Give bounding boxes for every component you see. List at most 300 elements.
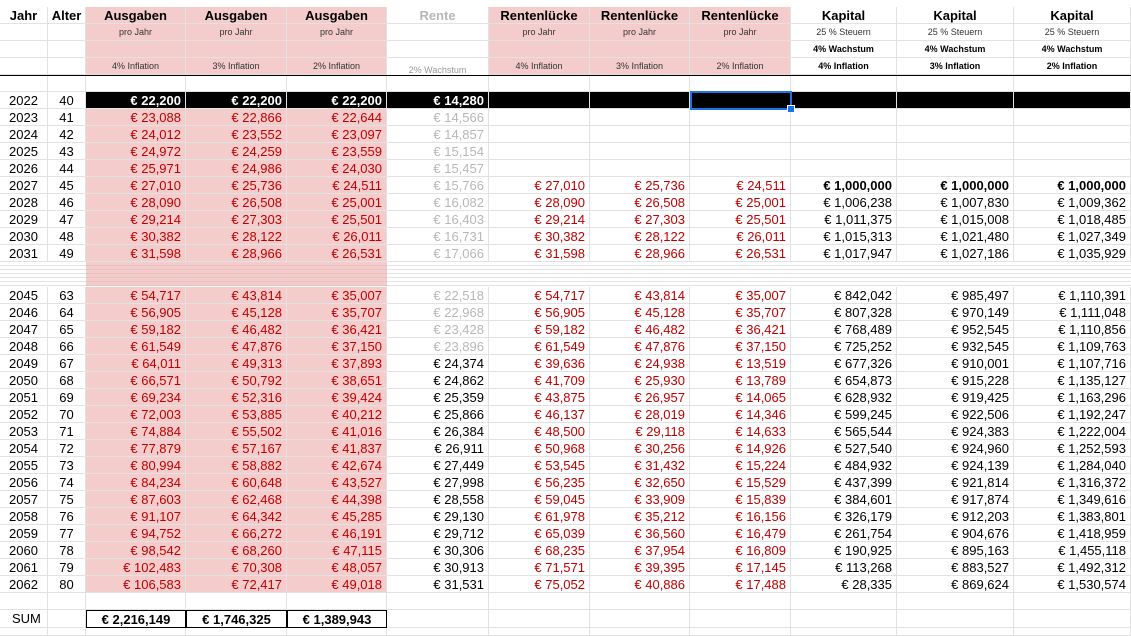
cell-k3[interactable]: € 904,676 (897, 525, 1014, 542)
cell-rente[interactable]: € 30,913 (387, 559, 489, 576)
cell-alter[interactable]: 67 (48, 355, 86, 372)
cell-k4[interactable] (791, 160, 897, 177)
cell-a2[interactable]: € 36,421 (287, 321, 387, 338)
cell-l4[interactable]: € 27,010 (489, 177, 590, 194)
header-empty[interactable] (48, 58, 86, 75)
cell-rente[interactable]: € 24,862 (387, 372, 489, 389)
cell-k4[interactable]: € 1,011,375 (791, 211, 897, 228)
cell-a4[interactable]: € 66,571 (86, 372, 186, 389)
header-ausgaben-empty[interactable] (86, 41, 186, 58)
cell-l2[interactable] (690, 109, 791, 126)
cell-l3[interactable]: € 33,909 (590, 491, 690, 508)
cell-a2[interactable]: € 24,511 (287, 177, 387, 194)
header-rente-empty[interactable] (387, 41, 489, 58)
cell-l4[interactable]: € 48,500 (489, 423, 590, 440)
header-ausgaben-title[interactable]: Ausgaben (287, 7, 387, 24)
cell-k2[interactable]: € 1,110,391 (1014, 287, 1131, 304)
cell-rente[interactable]: € 22,968 (387, 304, 489, 321)
cell-l3[interactable]: € 39,395 (590, 559, 690, 576)
blank-cell[interactable] (86, 593, 186, 610)
header-kapital-growth[interactable]: 4% Wachstum (1014, 41, 1131, 58)
cell-a2[interactable]: € 26,531 (287, 245, 387, 262)
cell-k4[interactable]: € 565,544 (791, 423, 897, 440)
cell-alter[interactable]: 63 (48, 287, 86, 304)
cell-l3[interactable]: € 36,560 (590, 525, 690, 542)
cell-k3[interactable]: € 970,149 (897, 304, 1014, 321)
cell-k3[interactable] (897, 109, 1014, 126)
blank-cell[interactable] (1014, 593, 1131, 610)
cell-alter[interactable]: 41 (48, 109, 86, 126)
cell-alter[interactable]: 79 (48, 559, 86, 576)
cell-k2[interactable]: € 1,035,929 (1014, 245, 1131, 262)
cell-k3[interactable]: € 917,874 (897, 491, 1014, 508)
cell-l2[interactable]: € 13,519 (690, 355, 791, 372)
cell-l4[interactable] (489, 126, 590, 143)
cell-a3[interactable]: € 52,316 (186, 389, 287, 406)
cell-l4[interactable]: € 71,571 (489, 559, 590, 576)
cell-l4[interactable]: € 59,045 (489, 491, 590, 508)
cell-l2[interactable]: € 16,156 (690, 508, 791, 525)
header-rentenluecke-note[interactable]: 4% Inflation (489, 58, 590, 75)
cell-l4[interactable] (489, 109, 590, 126)
cell-alter[interactable]: 75 (48, 491, 86, 508)
header-rentenluecke-note[interactable]: 2% Inflation (690, 58, 791, 75)
cell-jahr[interactable]: 2031 (0, 245, 48, 262)
cell-jahr[interactable]: 2060 (0, 542, 48, 559)
cell-alter[interactable]: 73 (48, 457, 86, 474)
cell-l2[interactable]: € 13,789 (690, 372, 791, 389)
cell-a4[interactable]: € 29,214 (86, 211, 186, 228)
header-rentenluecke-title[interactable]: Rentenlücke (690, 7, 791, 24)
cell-a3[interactable]: € 28,966 (186, 245, 287, 262)
cell-a3[interactable]: € 22,866 (186, 109, 287, 126)
cell-a2[interactable]: € 35,707 (287, 304, 387, 321)
cell-k2[interactable]: € 1,530,574 (1014, 576, 1131, 593)
header-ausgaben-note[interactable]: 2% Inflation (287, 58, 387, 75)
blank-cell[interactable] (791, 628, 897, 636)
blank-cell[interactable] (287, 628, 387, 636)
cell-l3[interactable]: € 28,122 (590, 228, 690, 245)
cell-rente[interactable]: € 24,374 (387, 355, 489, 372)
cell-l2[interactable]: € 35,707 (690, 304, 791, 321)
cell-k2[interactable]: € 1,418,959 (1014, 525, 1131, 542)
cell-a4[interactable]: € 30,382 (86, 228, 186, 245)
cell-a3[interactable]: € 68,260 (186, 542, 287, 559)
cell-l3[interactable]: € 43,814 (590, 287, 690, 304)
cell-k4[interactable] (791, 126, 897, 143)
header-rentenluecke-empty[interactable] (489, 41, 590, 58)
header-ausgaben-note[interactable]: 3% Inflation (186, 58, 287, 75)
blank-cell[interactable] (86, 76, 186, 92)
cell-k2[interactable]: € 1,110,856 (1014, 321, 1131, 338)
cell-k2[interactable]: € 1,349,616 (1014, 491, 1131, 508)
cell-k2[interactable]: € 1,492,312 (1014, 559, 1131, 576)
cell-rente[interactable]: € 30,306 (387, 542, 489, 559)
cell-a3[interactable]: € 62,468 (186, 491, 287, 508)
cell-l4[interactable]: € 65,039 (489, 525, 590, 542)
cell-k3[interactable] (897, 160, 1014, 177)
cell-k4[interactable] (791, 92, 897, 109)
cell-l3[interactable]: € 26,508 (590, 194, 690, 211)
cell-k3[interactable]: € 921,814 (897, 474, 1014, 491)
cell-a4[interactable]: € 59,182 (86, 321, 186, 338)
cell-rente[interactable]: € 25,866 (387, 406, 489, 423)
cell-jahr[interactable]: 2022 (0, 92, 48, 109)
blank-cell[interactable] (791, 76, 897, 92)
cell-k4[interactable]: € 654,873 (791, 372, 897, 389)
cell-a2[interactable]: € 26,011 (287, 228, 387, 245)
cell-k4[interactable]: € 842,042 (791, 287, 897, 304)
header-rentenluecke-title[interactable]: Rentenlücke (489, 7, 590, 24)
cell-l4[interactable]: € 61,549 (489, 338, 590, 355)
cell-k3[interactable]: € 1,021,480 (897, 228, 1014, 245)
header-rente-empty[interactable] (387, 24, 489, 41)
cell-k3[interactable] (897, 126, 1014, 143)
cell-k4[interactable]: € 261,754 (791, 525, 897, 542)
sum-label[interactable]: SUM (0, 610, 48, 628)
cell-l2[interactable]: € 14,346 (690, 406, 791, 423)
cell-rente[interactable]: € 22,518 (387, 287, 489, 304)
cell-l4[interactable]: € 50,968 (489, 440, 590, 457)
cell-l4[interactable]: € 46,137 (489, 406, 590, 423)
cell-alter[interactable]: 47 (48, 211, 86, 228)
cell-a2[interactable]: € 25,001 (287, 194, 387, 211)
cell-jahr[interactable]: 2047 (0, 321, 48, 338)
cell-rente[interactable]: € 27,998 (387, 474, 489, 491)
cell-l3[interactable]: € 24,938 (590, 355, 690, 372)
cell-a3[interactable]: € 55,502 (186, 423, 287, 440)
cell-a2[interactable]: € 46,191 (287, 525, 387, 542)
blank-cell[interactable] (48, 593, 86, 610)
cell-a4[interactable]: € 61,549 (86, 338, 186, 355)
cell-l3[interactable]: € 37,954 (590, 542, 690, 559)
blank-cell[interactable] (897, 76, 1014, 92)
cell-a2[interactable]: € 41,837 (287, 440, 387, 457)
cell-jahr[interactable]: 2056 (0, 474, 48, 491)
header-alter[interactable]: Alter (48, 7, 86, 24)
blank-cell[interactable] (897, 628, 1014, 636)
cell-a4[interactable]: € 91,107 (86, 508, 186, 525)
cell-l4[interactable]: € 59,182 (489, 321, 590, 338)
cell-rente[interactable]: € 27,449 (387, 457, 489, 474)
cell-l2[interactable]: € 26,011 (690, 228, 791, 245)
cell-alter[interactable]: 44 (48, 160, 86, 177)
cell-l4[interactable]: € 29,214 (489, 211, 590, 228)
cell-l3[interactable] (590, 126, 690, 143)
cell-l3[interactable]: € 47,876 (590, 338, 690, 355)
cell-l4[interactable]: € 30,382 (489, 228, 590, 245)
cell-l2[interactable]: € 24,511 (690, 177, 791, 194)
cell-l4[interactable]: € 75,052 (489, 576, 590, 593)
cell-a3[interactable]: € 45,128 (186, 304, 287, 321)
cell-a2[interactable]: € 44,398 (287, 491, 387, 508)
header-empty[interactable] (48, 24, 86, 41)
cell-a2[interactable]: € 41,016 (287, 423, 387, 440)
blank-cell[interactable] (489, 593, 590, 610)
cell-a2[interactable]: € 23,559 (287, 143, 387, 160)
cell-k3[interactable]: € 912,203 (897, 508, 1014, 525)
cell-k2[interactable] (1014, 92, 1131, 109)
cell-alter[interactable]: 68 (48, 372, 86, 389)
header-rentenluecke-sub[interactable]: pro Jahr (690, 24, 791, 41)
cell-k3[interactable]: € 915,228 (897, 372, 1014, 389)
header-rentenluecke-sub[interactable]: pro Jahr (590, 24, 690, 41)
cell-k3[interactable]: € 869,624 (897, 576, 1014, 593)
cell-a3[interactable]: € 49,313 (186, 355, 287, 372)
cell-jahr[interactable]: 2052 (0, 406, 48, 423)
blank-cell[interactable] (897, 610, 1014, 628)
cell-alter[interactable]: 80 (48, 576, 86, 593)
cell-rente[interactable]: € 15,766 (387, 177, 489, 194)
cell-l3[interactable]: € 28,019 (590, 406, 690, 423)
cell-k4[interactable]: € 1,000,000 (791, 177, 897, 194)
cell-a3[interactable]: € 66,272 (186, 525, 287, 542)
sum-ausgaben-2[interactable]: € 1,389,943 (287, 610, 387, 628)
cell-a4[interactable]: € 94,752 (86, 525, 186, 542)
cell-k3[interactable] (897, 143, 1014, 160)
cell-k2[interactable] (1014, 126, 1131, 143)
cell-a4[interactable]: € 31,598 (86, 245, 186, 262)
cell-a4[interactable]: € 56,905 (86, 304, 186, 321)
blank-cell[interactable] (1014, 610, 1131, 628)
cell-l3[interactable]: € 31,432 (590, 457, 690, 474)
header-empty[interactable] (48, 41, 86, 58)
cell-a3[interactable]: € 58,882 (186, 457, 287, 474)
cell-l2[interactable]: € 17,145 (690, 559, 791, 576)
blank-cell[interactable] (387, 628, 489, 636)
cell-rente[interactable]: € 23,896 (387, 338, 489, 355)
cell-l4[interactable]: € 43,875 (489, 389, 590, 406)
cell-jahr[interactable]: 2025 (0, 143, 48, 160)
header-rentenluecke-note[interactable]: 3% Inflation (590, 58, 690, 75)
cell-a4[interactable]: € 102,483 (86, 559, 186, 576)
cell-a4[interactable]: € 84,234 (86, 474, 186, 491)
cell-a3[interactable]: € 60,648 (186, 474, 287, 491)
cell-rente[interactable]: € 17,066 (387, 245, 489, 262)
cell-alter[interactable]: 64 (48, 304, 86, 321)
cell-k2[interactable]: € 1,000,000 (1014, 177, 1131, 194)
cell-l4[interactable]: € 54,717 (489, 287, 590, 304)
cell-a3[interactable]: € 28,122 (186, 228, 287, 245)
cell-k2[interactable] (1014, 109, 1131, 126)
cell-a2[interactable]: € 43,527 (287, 474, 387, 491)
cell-a2[interactable]: € 23,097 (287, 126, 387, 143)
cell-l2[interactable]: € 35,007 (690, 287, 791, 304)
blank-cell[interactable] (387, 610, 489, 628)
cell-rente[interactable]: € 26,384 (387, 423, 489, 440)
cell-a2[interactable]: € 40,212 (287, 406, 387, 423)
header-ausgaben-note[interactable]: 4% Inflation (86, 58, 186, 75)
cell-k3[interactable]: € 985,497 (897, 287, 1014, 304)
cell-alter[interactable]: 45 (48, 177, 86, 194)
cell-jahr[interactable]: 2053 (0, 423, 48, 440)
cell-jahr[interactable]: 2030 (0, 228, 48, 245)
sum-ausgaben-4[interactable]: € 2,216,149 (86, 610, 186, 628)
cell-rente[interactable]: € 16,731 (387, 228, 489, 245)
cell-l4[interactable]: € 31,598 (489, 245, 590, 262)
cell-alter[interactable]: 77 (48, 525, 86, 542)
blank-cell[interactable] (590, 628, 690, 636)
cell-a2[interactable]: € 47,115 (287, 542, 387, 559)
cell-a4[interactable]: € 69,234 (86, 389, 186, 406)
cell-a3[interactable]: € 64,342 (186, 508, 287, 525)
cell-l2[interactable]: € 15,529 (690, 474, 791, 491)
header-empty[interactable] (0, 41, 48, 58)
cell-l3[interactable]: € 29,118 (590, 423, 690, 440)
cell-l3[interactable]: € 46,482 (590, 321, 690, 338)
cell-k3[interactable]: € 952,545 (897, 321, 1014, 338)
header-ausgaben-title[interactable]: Ausgaben (186, 7, 287, 24)
header-kapital-title[interactable]: Kapital (1014, 7, 1131, 24)
cell-l4[interactable]: € 53,545 (489, 457, 590, 474)
header-kapital-note[interactable]: 3% Inflation (897, 58, 1014, 75)
header-rentenluecke-empty[interactable] (590, 41, 690, 58)
blank-cell[interactable] (791, 593, 897, 610)
cell-jahr[interactable]: 2045 (0, 287, 48, 304)
cell-l4[interactable]: € 61,978 (489, 508, 590, 525)
cell-k2[interactable]: € 1,135,127 (1014, 372, 1131, 389)
cell-k3[interactable]: € 1,027,186 (897, 245, 1014, 262)
cell-k4[interactable]: € 527,540 (791, 440, 897, 457)
cell-k2[interactable]: € 1,107,716 (1014, 355, 1131, 372)
cell-rente[interactable]: € 29,712 (387, 525, 489, 542)
blank-cell[interactable] (287, 593, 387, 610)
cell-l4[interactable]: € 56,235 (489, 474, 590, 491)
cell-a4[interactable]: € 72,003 (86, 406, 186, 423)
cell-l3[interactable]: € 28,966 (590, 245, 690, 262)
cell-k4[interactable]: € 1,006,238 (791, 194, 897, 211)
blank-cell[interactable] (186, 628, 287, 636)
cell-k4[interactable]: € 28,335 (791, 576, 897, 593)
blank-cell[interactable] (1014, 76, 1131, 92)
cell-l4[interactable]: € 56,905 (489, 304, 590, 321)
cell-a3[interactable]: € 24,986 (186, 160, 287, 177)
cell-rente[interactable]: € 16,082 (387, 194, 489, 211)
cell-alter[interactable]: 69 (48, 389, 86, 406)
cell-alter[interactable]: 46 (48, 194, 86, 211)
blank-cell[interactable] (791, 610, 897, 628)
cell-k2[interactable]: € 1,284,040 (1014, 457, 1131, 474)
cell-rente[interactable]: € 29,130 (387, 508, 489, 525)
cell-a2[interactable]: € 37,893 (287, 355, 387, 372)
fill-handle[interactable] (787, 105, 795, 113)
cell-alter[interactable]: 43 (48, 143, 86, 160)
cell-jahr[interactable]: 2050 (0, 372, 48, 389)
cell-rente[interactable]: € 14,280 (387, 92, 489, 109)
cell-a4[interactable]: € 77,879 (86, 440, 186, 457)
header-kapital-sub[interactable]: 25 % Steuern (791, 24, 897, 41)
cell-a4[interactable]: € 87,603 (86, 491, 186, 508)
header-kapital-title[interactable]: Kapital (897, 7, 1014, 24)
cell-a4[interactable]: € 80,994 (86, 457, 186, 474)
blank-cell[interactable] (86, 628, 186, 636)
cell-l2[interactable] (690, 126, 791, 143)
blank-cell[interactable] (690, 628, 791, 636)
header-ausgaben-empty[interactable] (287, 41, 387, 58)
cell-a2[interactable]: € 25,501 (287, 211, 387, 228)
cell-l3[interactable]: € 45,128 (590, 304, 690, 321)
cell-a3[interactable]: € 25,736 (186, 177, 287, 194)
blank-cell[interactable] (897, 593, 1014, 610)
cell-a4[interactable]: € 74,884 (86, 423, 186, 440)
cell-l2[interactable]: € 16,809 (690, 542, 791, 559)
cell-a3[interactable]: € 43,814 (186, 287, 287, 304)
cell-rente[interactable]: € 25,359 (387, 389, 489, 406)
cell-a2[interactable]: € 37,150 (287, 338, 387, 355)
cell-k4[interactable]: € 437,399 (791, 474, 897, 491)
cell-a2[interactable]: € 35,007 (287, 287, 387, 304)
cell-l4[interactable] (489, 92, 590, 109)
header-rentenluecke-empty[interactable] (690, 41, 791, 58)
cell-jahr[interactable]: 2059 (0, 525, 48, 542)
cell-a4[interactable]: € 64,011 (86, 355, 186, 372)
cell-l3[interactable] (590, 143, 690, 160)
blank-cell[interactable] (387, 593, 489, 610)
cell-k2[interactable] (1014, 143, 1131, 160)
cell-k4[interactable]: € 725,252 (791, 338, 897, 355)
header-kapital-note[interactable]: 2% Inflation (1014, 58, 1131, 75)
cell-a2[interactable]: € 49,018 (287, 576, 387, 593)
cell-jahr[interactable]: 2057 (0, 491, 48, 508)
cell-a4[interactable]: € 23,088 (86, 109, 186, 126)
cell-k2[interactable]: € 1,383,801 (1014, 508, 1131, 525)
cell-l2[interactable]: € 25,001 (690, 194, 791, 211)
cell-rente[interactable]: € 14,857 (387, 126, 489, 143)
cell-k4[interactable]: € 1,017,947 (791, 245, 897, 262)
cell-rente[interactable]: € 16,403 (387, 211, 489, 228)
cell-a2[interactable]: € 48,057 (287, 559, 387, 576)
cell-k3[interactable]: € 883,527 (897, 559, 1014, 576)
cell-k4[interactable]: € 326,179 (791, 508, 897, 525)
cell-k4[interactable]: € 384,601 (791, 491, 897, 508)
header-empty[interactable] (0, 58, 48, 75)
cell-k2[interactable] (1014, 160, 1131, 177)
header-jahr[interactable]: Jahr (0, 7, 48, 24)
cell-l3[interactable]: € 25,930 (590, 372, 690, 389)
cell-a2[interactable]: € 24,030 (287, 160, 387, 177)
cell-jahr[interactable]: 2054 (0, 440, 48, 457)
cell-l3[interactable] (590, 160, 690, 177)
header-ausgaben-sub[interactable]: pro Jahr (287, 24, 387, 41)
blank-cell[interactable] (690, 610, 791, 628)
cell-l3[interactable]: € 32,650 (590, 474, 690, 491)
cell-alter[interactable]: 74 (48, 474, 86, 491)
sum-empty[interactable] (48, 610, 86, 628)
header-rente-note[interactable]: 2% Wachstum (387, 58, 489, 76)
cell-jahr[interactable]: 2046 (0, 304, 48, 321)
cell-a2[interactable]: € 45,285 (287, 508, 387, 525)
cell-a4[interactable]: € 22,200 (86, 92, 186, 109)
cell-l3[interactable] (590, 92, 690, 109)
cell-a3[interactable]: € 24,259 (186, 143, 287, 160)
cell-jahr[interactable]: 2027 (0, 177, 48, 194)
cell-jahr[interactable]: 2051 (0, 389, 48, 406)
cell-alter[interactable]: 72 (48, 440, 86, 457)
cell-l2[interactable]: € 16,479 (690, 525, 791, 542)
cell-k3[interactable]: € 924,383 (897, 423, 1014, 440)
cell-l3[interactable]: € 40,886 (590, 576, 690, 593)
blank-cell[interactable] (489, 610, 590, 628)
header-ausgaben-sub[interactable]: pro Jahr (186, 24, 287, 41)
cell-alter[interactable]: 40 (48, 92, 86, 109)
cell-k3[interactable]: € 922,506 (897, 406, 1014, 423)
cell-a3[interactable]: € 57,167 (186, 440, 287, 457)
cell-jahr[interactable]: 2028 (0, 194, 48, 211)
blank-cell[interactable] (1014, 628, 1131, 636)
cell-a3[interactable]: € 27,303 (186, 211, 287, 228)
cell-a2[interactable]: € 22,200 (287, 92, 387, 109)
cell-l3[interactable]: € 25,736 (590, 177, 690, 194)
